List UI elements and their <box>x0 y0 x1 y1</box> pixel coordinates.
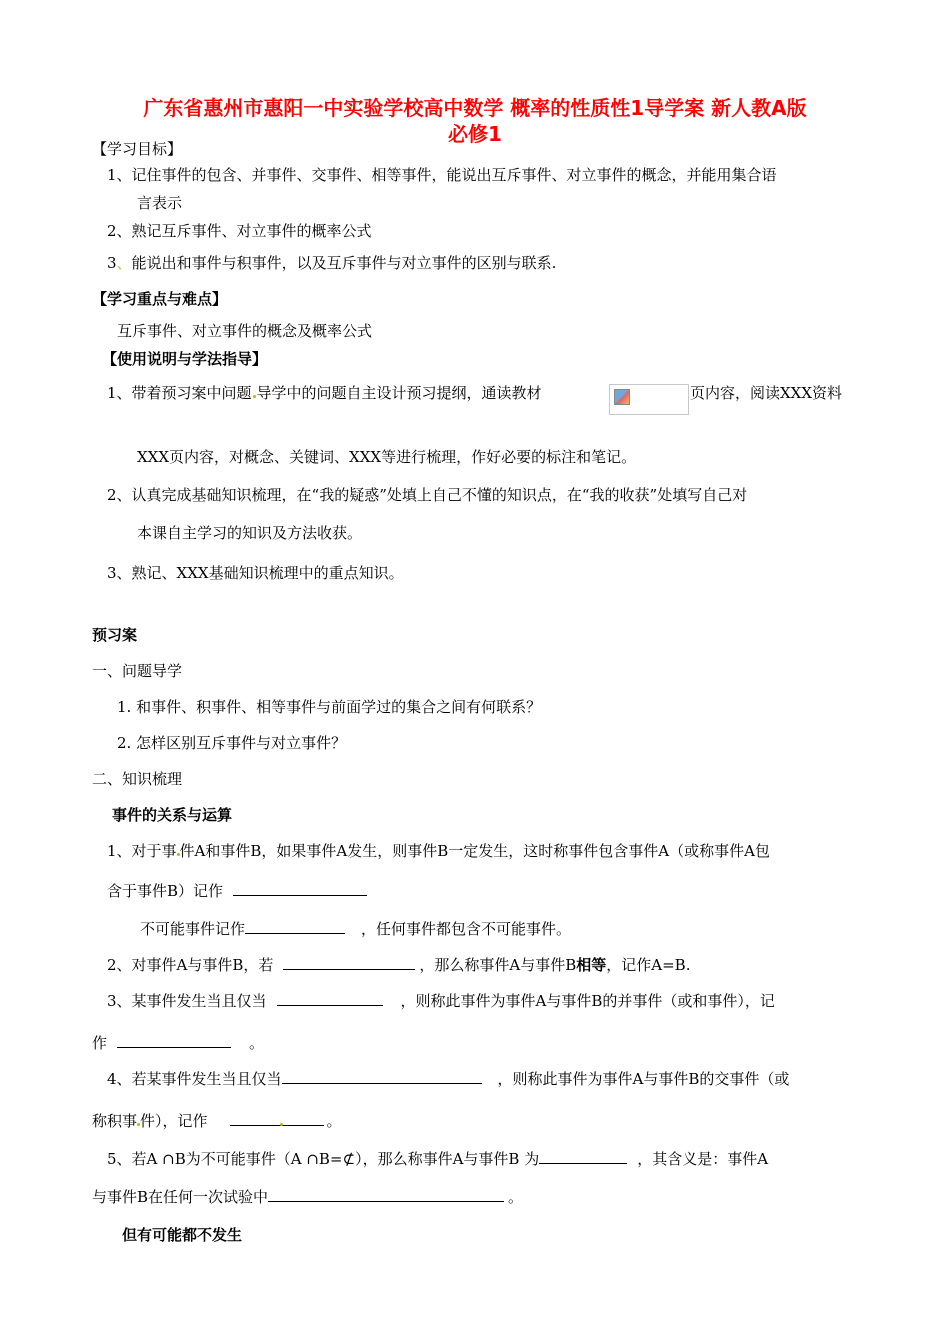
bottom-note: 但有可能都不发生 <box>122 1226 243 1244</box>
guide-item-1-part-b: 导学中的问题自主设计预习提纲，通读教材 <box>256 384 542 402</box>
knowledge-2-bold: 相等 <box>576 956 607 974</box>
knowledge-2-part-b: ，那么称事件A与事件B <box>419 956 577 974</box>
focus-heading: 【学习重点与难点】 <box>92 290 228 308</box>
knowledge-5-part-c: ，其含义是：事件A <box>637 1150 769 1168</box>
knowledge-4-line2-part-b: 件），记作 <box>140 1112 208 1130</box>
knowledge-4-line2 <box>92 1110 342 1131</box>
guide-item-1-part-a: 1、带着预习案中问题 <box>107 384 252 402</box>
knowledge-3-line2-part-b: 。 <box>249 1034 265 1052</box>
document-title-line1: 广东省惠州市惠阳一中实验学校高中数学 概率的性质性1导学案 新人教A版 <box>143 96 807 120</box>
knowledge-4-line2-part-a: 称积事 <box>92 1112 138 1130</box>
fill-blank[interactable] <box>283 968 415 970</box>
fill-blank[interactable] <box>233 894 367 896</box>
fill-blank[interactable] <box>230 1124 324 1126</box>
fill-blank[interactable] <box>117 1046 231 1048</box>
guide-heading: 【使用说明与学法指导】 <box>102 350 268 368</box>
goal-item-2: 2、熟记互斥事件、对立事件的概率公式 <box>107 222 372 240</box>
knowledge-4-line2-part-c: 。 <box>326 1112 342 1130</box>
knowledge-5-line2-part-a: 与事件B在任何一次试验中 <box>92 1188 269 1206</box>
goals-heading: 【学习目标】 <box>92 140 183 158</box>
subheading-relations: 事件的关系与运算 <box>112 806 233 824</box>
knowledge-3-line2-part-a: 作 <box>92 1034 108 1052</box>
broken-image-placeholder <box>609 384 689 415</box>
knowledge-1-line3-part-a: 不可能事件记作 <box>140 920 246 938</box>
knowledge-3-line1 <box>107 990 775 1011</box>
question-2: 2. 怎样区别互斥事件与对立事件？ <box>117 734 347 752</box>
guide-item-1-part-c: 页内容，阅读XXX资料 <box>690 384 843 402</box>
goal-item-1-line1: 1、记住事件的包含、并事件、交事件、相等事件，能说出互斥事件、对立事件的概念，并能用集合语 <box>107 166 777 184</box>
guide-item-1-line2: XXX页内容，对概念、关键词、XXX等进行梳理，作好必要的标注和笔记。 <box>137 448 637 466</box>
section-problem-guide: 一、问题导学 <box>92 662 183 680</box>
knowledge-4-part-a: 4、若某事件发生当且仅当 <box>107 1070 282 1088</box>
knowledge-5-part-a: 5、若A ∩B为不可能事件（A ∩B= <box>107 1150 343 1168</box>
goal-item-1-line2: 言表示 <box>137 194 183 212</box>
knowledge-3-line2 <box>92 1032 264 1053</box>
knowledge-1-line2-text: 含于事件B）记作 <box>107 882 224 900</box>
guide-item-2-line1: 2、认真完成基础知识梳理，在“我的疑惑”处填上自己不懂的知识点，在“我的收获”处填写自己对 <box>107 486 748 504</box>
preview-heading: 预习案 <box>92 626 138 644</box>
guide-item-2-line2: 本课自主学习的知识及方法收获。 <box>137 524 363 542</box>
knowledge-5-line2 <box>92 1186 523 1207</box>
knowledge-4-line1 <box>107 1068 789 1089</box>
guide-item-3: 3、熟记、XXX基础知识梳理中的重点知识。 <box>107 564 404 582</box>
knowledge-4-part-b: ，则称此事件为事件A与事件B的交事件（或 <box>497 1070 790 1088</box>
goal-item-3-number: 3 <box>107 254 117 272</box>
goal-item-3: 3、能说出和事件与积事件，以及互斥事件与对立事件的区别与联系. <box>107 254 557 272</box>
knowledge-1-line2 <box>107 880 371 901</box>
fill-blank[interactable] <box>245 932 345 934</box>
knowledge-1-part-b: 件A和事件B，如果事件A发生，则事件B一定发生，这时称事件包含事件A（或称事件A包 <box>179 842 770 860</box>
empty-set-symbol: ⊄ <box>342 1150 356 1168</box>
knowledge-2-part-c: ，记作A=B. <box>606 956 691 974</box>
document-title-line2: 必修1 <box>448 122 502 146</box>
knowledge-5-line1 <box>107 1148 768 1169</box>
guide-item-1-line1 <box>107 382 542 403</box>
fill-blank[interactable] <box>268 1200 504 1202</box>
knowledge-1-line3 <box>140 918 571 939</box>
knowledge-5-line2-part-b: 。 <box>508 1188 524 1206</box>
knowledge-1-line3-part-b: ，任何事件都包含不可能事件。 <box>361 920 572 938</box>
fill-blank[interactable] <box>277 1004 383 1006</box>
knowledge-1-part-a: 1、对于事 <box>107 842 177 860</box>
knowledge-1-line1 <box>107 840 770 861</box>
section-knowledge: 二、知识梳理 <box>92 770 183 788</box>
knowledge-2-part-a: 2、对事件A与事件B，若 <box>107 956 274 974</box>
knowledge-3-part-b: ，则称此事件为事件A与事件B的并事件（或和事件），记 <box>400 992 775 1010</box>
fill-blank[interactable] <box>282 1082 482 1084</box>
question-1: 1. 和事件、积事件、相等事件与前面学过的集合之间有何联系？ <box>117 698 542 716</box>
knowledge-3-part-a: 3、某事件发生当且仅当 <box>107 992 267 1010</box>
fill-blank[interactable] <box>539 1162 627 1164</box>
goal-item-3-text: 能说出和事件与积事件，以及互斥事件与对立事件的区别与联系. <box>131 254 557 272</box>
knowledge-2 <box>107 954 690 975</box>
focus-text: 互斥事件、对立事件的概念及概率公式 <box>117 322 373 340</box>
knowledge-5-part-b: ），那么称事件A与事件B 为 <box>355 1150 540 1168</box>
broken-image-icon <box>614 389 630 405</box>
